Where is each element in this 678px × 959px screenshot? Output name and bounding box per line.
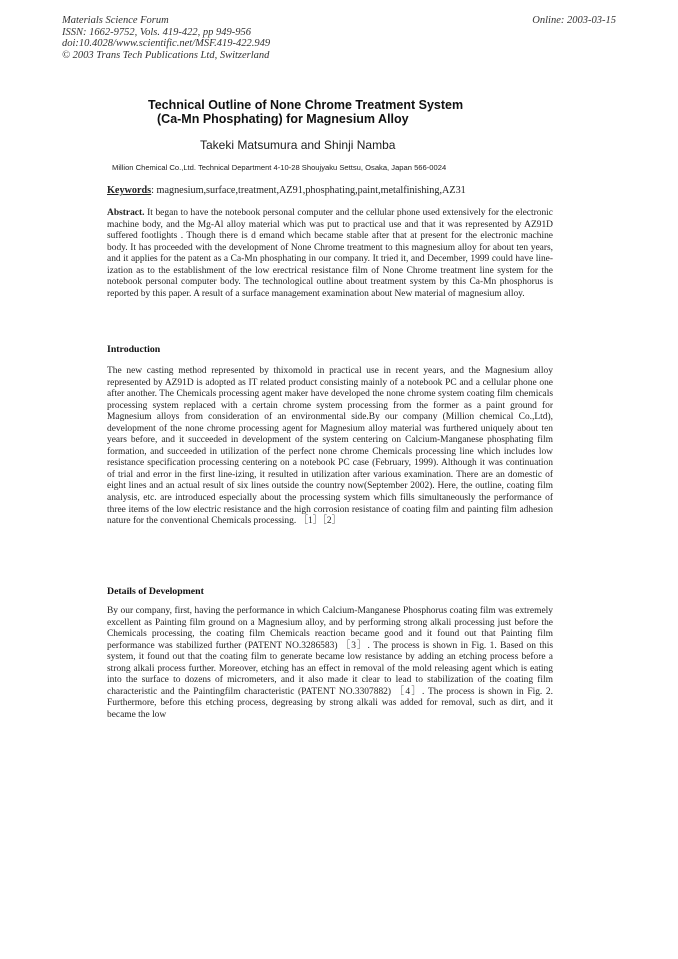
issn-line: ISSN: 1662-9752, Vols. 419-422, pp 949-956 [62, 26, 251, 38]
abstract-paragraph [107, 208, 553, 300]
journal-name: Materials Science Forum [62, 15, 169, 26]
title-line-2: (Ca-Mn Phosphating) for Magnesium Alloy [157, 112, 409, 126]
abstract-label: Abstract. [107, 208, 145, 218]
keywords-list: : magnesium,surface,treatment,AZ91,phosphating,paint,metalfinishing,AZ31 [151, 185, 466, 196]
paper-title [148, 98, 548, 126]
introduction-paragraph: The new casting method represented by thixomold in practical use in recent years, and the Magnesium alloy represented by AZ91D is adopted as IT related product consisting mainly of a notebook PC and a cellular phone one after another. The Chemicals processing agent maker have developed the none chrome system coating film chemicals processing system replaced with a certain chrome system processing from the former as a paint ground for Magnesium alloys from consideration of an environmental side.By our company (Million chemical Co.,Ltd), development of the none chrome processing agent for Magnesium alloy material was furthered uniquely about ten years before, and it succeeded in development of the system centering on Calcium-Manganese phosphating film formation, and succeeded in utilization of the perfect none chrome Chemicals processing line which includes low resistance specification processing centering on a notebook PC case (February, 1999). Although it was continuation of trial and error in the first line-izing, it resulted in utilization after various examination. There are an domestic of eight lines and an actual result of six lines outside the country now(September 2002). Here, the outline, coating film analysis, etc. are introduced especially about the processing system which fills simultaneously the performance of three items of the low electric resistance and the high corrosion resistance of coating film and painting film adhesion nature for the conventional Chemicals processing. ［1］［2］ [107, 366, 553, 527]
details-heading: Details of Development [107, 586, 204, 597]
affiliation: Million Chemical Co.,Ltd. Technical Department 4-10-28 Shoujyaku Settsu, Osaka, Japan 566-0024 [112, 163, 447, 172]
keywords-label: Keywords [107, 185, 152, 196]
introduction-heading: Introduction [107, 344, 161, 355]
details-paragraph: By our company, first, having the performance in which Calcium-Manganese Phosphorus coating film was extremely excellent as Painting film ground on a Magnesium alloy, and by performing strong alkali processing just before the Chemicals processing, the coating film Chemicals reaction became good and it found out that Painting film performance was stabilized further (PATENT NO.3286583) ［3］. The process is shown in Fig. 1. Based on this system, it found out that the coating film to generate became low resistance by adding an etching process before a strong alkali process further. Moreover, etching has an effect in removal of the mold releasing agent which is eating into the surface to dozens of micrometers, and it also made it clear to lead to stabilization of the coating film characteristic and the Paintingfilm characteristic (PATENT NO.3307882) ［4］. The process is shown in Fig. 2. Furthermore, before this etching process, degreasing by strong alkali was added for removal, such as dirt, and it became the low [107, 606, 553, 720]
publication-header [62, 15, 270, 61]
title-line-1: Technical Outline of None Chrome Treatment System [148, 98, 464, 112]
keywords-line [107, 185, 466, 196]
doi-line: doi:10.4028/www.scientific.net/MSF.419-422.949 [62, 38, 271, 49]
authors: Takeki Matsumura and Shinji Namba [200, 138, 396, 152]
abstract-text: It began to have the notebook personal computer and the cellular phone used extensively for the electronic machine body, and the Mg-Al alloy material which was put to practical use and that it was represented by AZ91D suffered footlights . Though there is d emand which became stable after that at present for the electronic machine body. It has proceeded with the development of None Chrome treatment to this magnesium alloy for about ten years, and it applies for the patent as a Ca-Mn phosphating in our company. It tried it, and December, 1999 could have line-ization as to the establishment of the low erectrical resistance film of None Chrome treatment line system for the notebook personal computer body. The technological outline about treatment system by this Ca-Mn phosphorus is reported by this paper. A result of a surface management examination about New material of magnesium alloy. [107, 208, 553, 299]
online-date: Online: 2003-03-15 [532, 15, 616, 26]
copyright-line: © 2003 Trans Tech Publications Ltd, Switzerland [62, 49, 270, 61]
